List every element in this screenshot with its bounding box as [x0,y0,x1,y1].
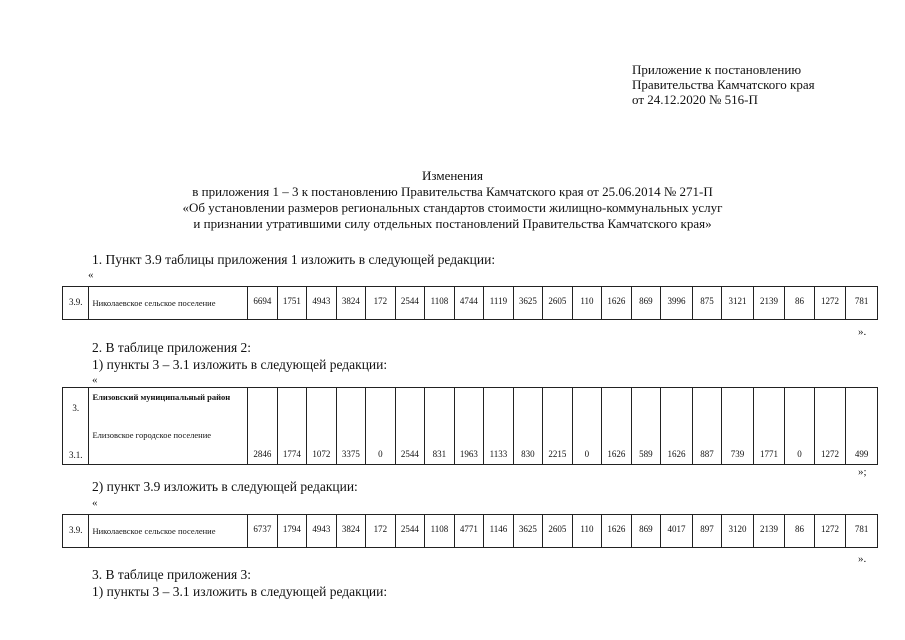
close-quote: »; [858,466,867,478]
title-line: «Об установлении размеров региональных стандартов стоимости жилищно-коммунальных услуг [182,200,723,215]
table-cell: 589 [631,388,661,465]
table-cell: 0 [785,388,815,465]
table-cell: 1133 [484,388,514,465]
row-number: 3.9. [63,515,89,548]
table-cell: 781 [846,515,878,548]
section-3-text: 3. В таблице приложения 3: [92,567,252,582]
row-number: 3.9. [63,287,89,320]
table-cell: 4943 [307,515,337,548]
table-row [63,515,878,548]
table-cell: 2139 [753,515,785,548]
open-quote: « [88,269,94,281]
title-line: Изменения [422,168,483,183]
table-cell: 4017 [661,515,693,548]
table-cell: 1272 [814,388,846,465]
table-cell: 3375 [336,388,366,465]
section-1-text: 1. Пункт 3.9 таблицы приложения 1 изложить в следующей редакции: [92,252,496,267]
table-cell: 2846 [248,388,278,465]
table-cell: 499 [846,388,878,465]
table-cell: 875 [692,287,722,320]
open-quote: « [92,497,98,509]
header-note-line: Правительства Камчатского края [632,77,815,92]
row-number: 3.1. [68,450,83,460]
table-cell: 1119 [484,287,514,320]
table-cell: 2139 [753,287,785,320]
table-appendix-1 [62,286,878,320]
table-cell: 2605 [543,287,573,320]
table-cell: 3121 [722,287,754,320]
table-cell: 3625 [513,515,543,548]
table-cell: 4744 [454,287,484,320]
table-row [63,287,878,320]
table-cell: 1272 [814,287,846,320]
table-cell: 781 [846,287,878,320]
table-cell: 1774 [277,388,307,465]
table-cell: 2215 [543,388,573,465]
table-cell: 1794 [277,515,307,548]
table-cell: 831 [425,388,455,465]
table-cell: 3824 [336,515,366,548]
table-cell: 1626 [602,515,632,548]
table-cell: 0 [572,388,602,465]
table-cell: 1751 [277,287,307,320]
table-cell: 2544 [395,388,425,465]
document-title [0,168,905,232]
header-note [632,62,815,107]
table-cell: 4771 [454,515,484,548]
table-cell: 172 [366,515,396,548]
open-quote: « [92,374,98,386]
table-cell: 110 [572,287,602,320]
section-3-sub1: 1) пункты 3 – 3.1 изложить в следующей редакции: [92,584,388,599]
table-cell: 2544 [395,287,425,320]
table-cell: 2544 [395,515,425,548]
row-number: 3. [72,402,80,413]
table-cell: 3824 [336,287,366,320]
section-2-sub2: 2) пункт 3.9 изложить в следующей редакции: [92,479,358,494]
table-cell: 1626 [602,388,632,465]
title-line: и признании утратившими силу отдельных постановлений Правительства Камчатского края» [193,216,712,231]
table-cell: 3625 [513,287,543,320]
table-row [63,388,878,465]
close-quote: ». [858,326,867,338]
table-cell: 86 [785,515,815,548]
section-2-sub1: 1) пункты 3 – 3.1 изложить в следующей редакции: [92,357,388,372]
table-cell: 6694 [248,287,278,320]
settlement-name: Николаевское сельское поселение [89,515,248,548]
title-line: в приложения 1 – 3 к постановлению Правительства Камчатского края от 25.06.2014 № 271-П [192,184,713,199]
table-cell: 830 [513,388,543,465]
table-cell: 869 [631,287,661,320]
table-cell: 86 [785,287,815,320]
table-cell: 4943 [307,287,337,320]
table-cell: 1963 [454,388,484,465]
settlement-name: Елизовское городское поселение [92,430,212,440]
table-cell: 3996 [661,287,693,320]
district-name: Елизовский муниципальный район [92,392,231,402]
table-cell: 1146 [484,515,514,548]
table-cell: 897 [692,515,722,548]
table-cell: 887 [692,388,722,465]
settlement-name: Николаевское сельское поселение [89,287,248,320]
table-cell: 1108 [425,287,455,320]
name-cell [89,388,248,465]
header-note-line: Приложение к постановлению [632,62,802,77]
table-cell: 1771 [753,388,785,465]
close-quote: ». [858,553,867,565]
table-cell: 172 [366,287,396,320]
table-cell: 6737 [248,515,278,548]
section-2-text: 2. В таблице приложения 2: [92,340,252,355]
table-cell: 739 [722,388,754,465]
header-note-line: от 24.12.2020 № 516-П [632,92,758,107]
table-cell: 1072 [307,388,337,465]
table-cell: 0 [366,388,396,465]
table-cell: 1626 [602,287,632,320]
table-cell: 869 [631,515,661,548]
row-number-cell [63,388,89,465]
table-cell: 1626 [661,388,693,465]
table-cell: 1272 [814,515,846,548]
table-cell: 2605 [543,515,573,548]
table-cell: 1108 [425,515,455,548]
table-cell: 3120 [722,515,754,548]
table-cell: 110 [572,515,602,548]
table-appendix-2-items-3-3.1 [62,387,878,465]
table-appendix-2-item-3.9 [62,514,878,548]
